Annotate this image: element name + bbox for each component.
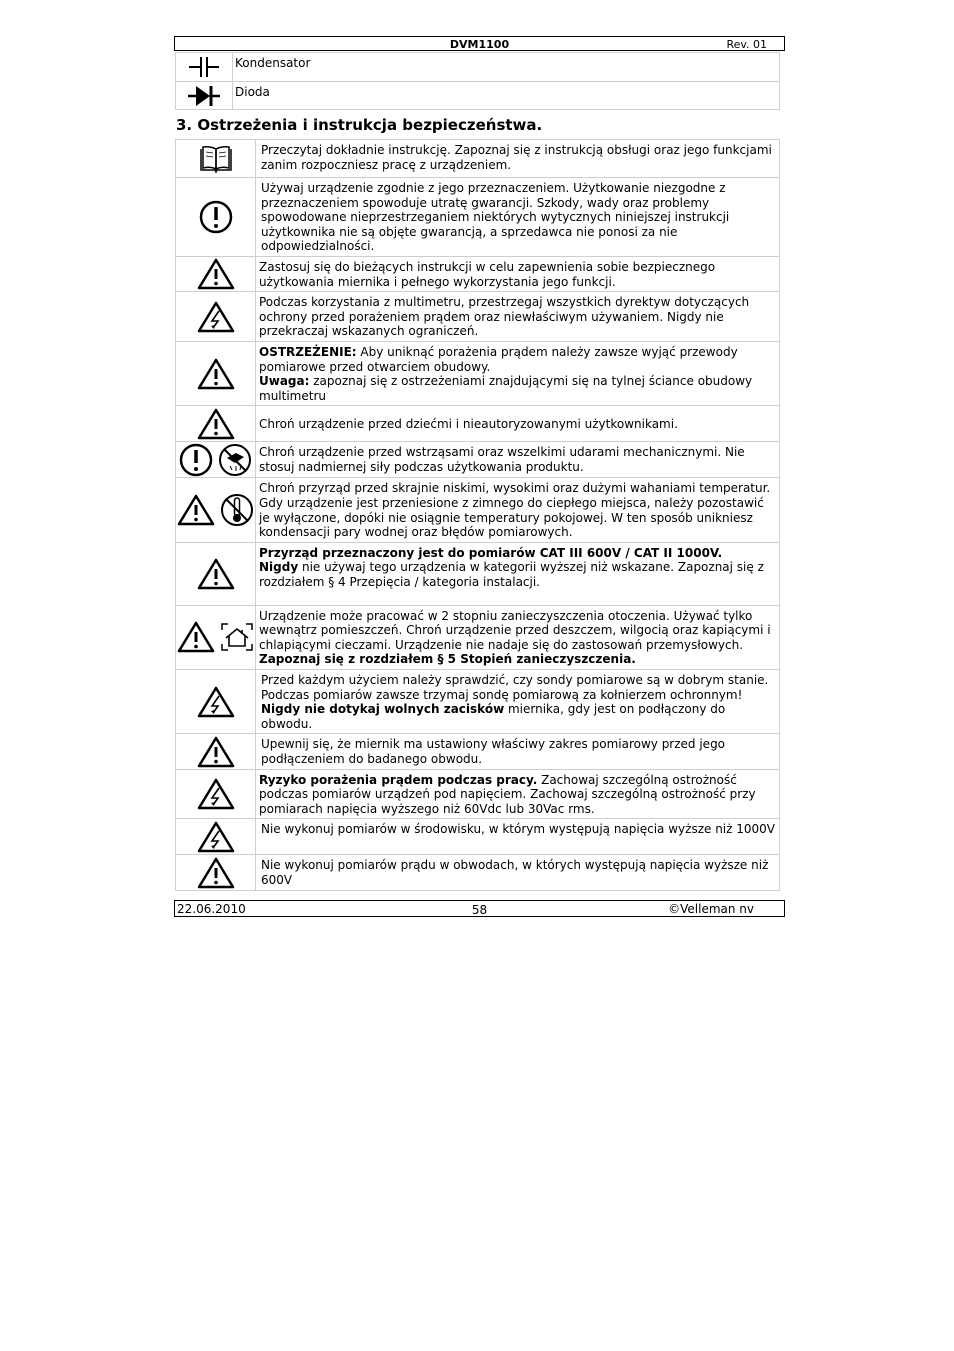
table-row [176,178,780,257]
high-voltage-icon [197,778,235,810]
instruction-text: Urządzenie może pracować w 2 stopniu zanieczyszczenia otoczenia. Używać tylko wewnątrz pomieszczeń. Chroń urządzenie przed deszczem, wilgocią oraz kapiącymi i chlapiącymi cieczami. Urządzenie nie nadaje się do zastosowań przemysłowych. Zapoznaj się z rozdziałem § 5 Stopień zanieczyszczenia. [256,605,780,669]
table-row [176,292,780,342]
warning-triangle-icon [197,358,235,390]
table-row [176,256,780,291]
warning-triangle-icon [177,494,215,526]
document-model: DVM1100 [449,38,510,51]
book-icon [199,145,233,173]
section-title: 3. Ostrzeżenia i instrukcja bezpieczeństwa. [176,116,543,134]
instruction-text: Chroń urządzenie przed dziećmi i nieautoryzowanymi użytkownikami. [256,406,780,442]
high-voltage-icon [197,821,235,853]
diode-icon [187,84,221,108]
table-row [176,406,780,442]
instruction-text: Ryzyko porażenia prądem podczas pracy. Zachowaj szczególną ostrożność podczas pomiarów urządzeń pod napięciem. Zachowaj szczególną ostrożność przy pomiarach napięcia wyższego niż 60Vdc lub 30Vac rms. [256,769,780,819]
table-row [176,140,780,178]
instruction-text: Upewnij się, że miernik ma ustawiony właściwy zakres pomiarowy przed jego podłączeniem do badanego obwodu. [256,734,780,769]
footer-date: 22.06.2010 [177,902,246,916]
table-row [176,819,780,855]
table-row [176,542,780,605]
symbol-label: Kondensator [233,53,780,82]
document-revision: Rev. 01 [726,38,767,51]
instruction-text: Przeczytaj dokładnie instrukcję. Zapoznaj się z instrukcją obsługi oraz jego funkcjami zanim rozpoczniesz pracę z urządzeniem. [256,140,780,178]
table-row [176,605,780,669]
symbol-row [176,53,780,82]
instruction-text: Nie wykonuj pomiarów prądu w obwodach, w których występują napięcia wyższe niż 600V [256,855,780,890]
instruction-text: OSTRZEŻENIE: Aby uniknąć porażenia prądem należy zawsze wyjąć przewody pomiarowe przed otwarciem obudowy. Uwaga: zapoznaj się z ostrzeżeniami znajdującymi się na tylnej ściance obudowy multimetru [256,341,780,405]
instruction-text: Nie wykonuj pomiarów w środowisku, w którym występują napięcia wyższe niż 1000V [256,819,780,855]
note-label: Uwaga: [259,374,310,389]
no-shock-icon [218,443,252,477]
symbol-label: Dioda [233,82,780,110]
capacitor-icon [187,55,221,79]
warning-label: OSTRZEŻENIE: [259,344,357,359]
warning-triangle-icon [197,736,235,768]
warning-triangle-icon [197,857,235,889]
instruction-text: Przed każdym użyciem należy sprawdzić, czy sondy pomiarowe są w dobrym stanie. Podczas pomiarów zawsze trzymaj sondę pomiarową za kołnierzem ochronnym! Nigdy nie dotykaj wolnych zacisków miernika, gdy jest on podłączony do obwodu. [256,670,780,734]
indoor-use-icon [220,622,254,652]
table-row [176,341,780,405]
footer-copyright: ©Velleman nv [668,902,754,916]
warning-triangle-icon [197,258,235,290]
instruction-text: Zastosuj się do bieżących instrukcji w celu zapewnienia sobie bezpiecznego użytkowania miernika i pełnego wykorzystania jego funkcji. [256,256,780,291]
instruction-text: Chroń urządzenie przed wstrząsami oraz wszelkimi udarami mechanicznymi. Nie stosuj nadmiernej siły podczas użytkowania produktu. [256,442,780,478]
table-row [176,769,780,819]
page-number: 58 [471,903,488,917]
exclamation-circle-icon [199,200,233,234]
table-row [176,478,780,542]
safety-instructions-table [175,139,780,891]
table-row [176,442,780,478]
table-row [176,734,780,769]
instruction-text: Podczas korzystania z multimetru, przestrzegaj wszystkich dyrektyw dotyczących ochrony przed porażeniem prądem oraz niewłaściwym używaniem. Nigdy nie przekraczaj wskazanych ograniczeń. [256,292,780,342]
instruction-text: Używaj urządzenie zgodnie z jego przeznaczeniem. Użytkowanie niezgodne z przeznaczeniem spowoduje utratę gwarancji. Szkody, wady oraz problemy spowodowane nieprzestrzeganiem niektórych wytycznych niniejszej instrukcji użytkownika nie są objęte gwarancją, a sprzedawca nie ponosi za nie odpowiedzialności. [256,178,780,257]
page-footer [174,900,785,917]
no-temperature-icon [220,493,254,527]
symbols-table [175,52,780,110]
instruction-text: Chroń przyrząd przed skrajnie niskimi, wysokimi oraz dużymi wahaniami temperatur. Gdy urządzenie jest przeniesione z zimnego do ciepłego miejsca, należy pozostawić je wyłączone, dopóki nie osiągnie temperatury pokojowej. W ten sposób unikniesz kondensacji pary wodnej oraz błędów pomiarowych. [256,478,780,542]
symbol-row [176,82,780,110]
exclamation-circle-icon [179,443,213,477]
table-row [176,670,780,734]
warning-triangle-icon [177,621,215,653]
table-row [176,855,780,890]
warning-triangle-icon [197,408,235,440]
warning-triangle-icon [197,558,235,590]
high-voltage-icon [197,301,235,333]
page-header [174,36,785,51]
high-voltage-icon [197,686,235,718]
instruction-text: Przyrząd przeznaczony jest do pomiarów CAT III 600V / CAT II 1000V. Nigdy nie używaj tego urządzenia w kategorii wyższej niż wskazane. Zapoznaj się z rozdziałem § 4 Przepięcia / kategoria instalacji. [256,542,780,605]
category-label: Przyrząd przeznaczony jest do pomiarów CAT III 600V / CAT II 1000V. [259,545,723,560]
